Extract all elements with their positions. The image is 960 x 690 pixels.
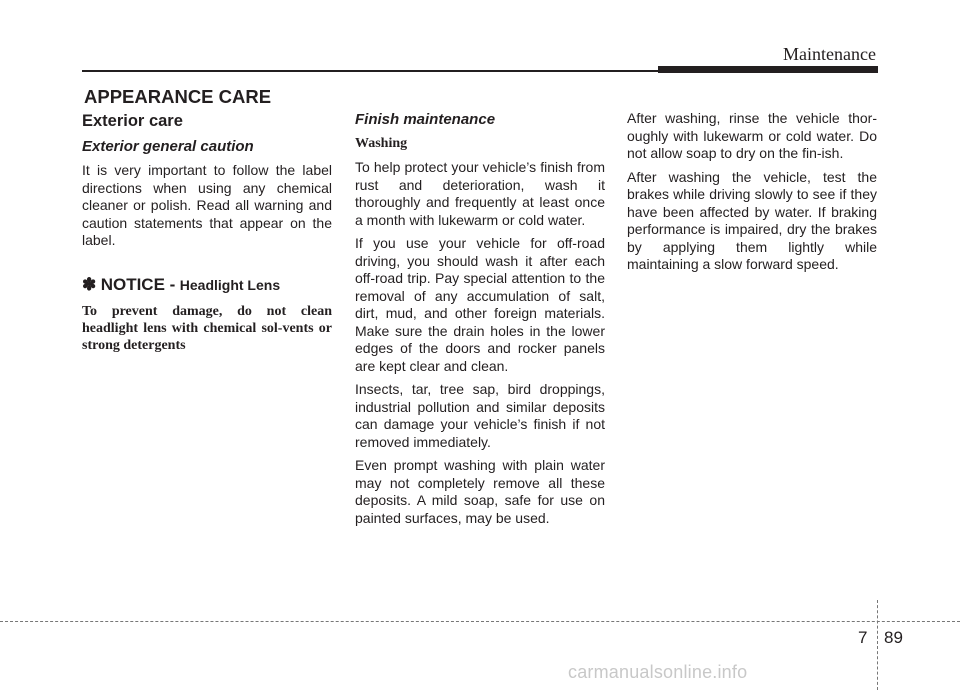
notice-label: NOTICE - [100,274,176,294]
column-3 [627,110,877,280]
header-rule-accent [658,66,878,73]
notice-body: To prevent damage, do not clean headlight lens with chemical sol-vents or strong detergents [82,303,332,353]
subheading-washing: Washing [355,136,408,151]
notice-title: Headlight Lens [179,276,281,293]
paragraph: It is very important to follow the label directions when using any chemical cleaner or polish. Read all warning and caution statements that appear on the label. [82,162,332,248]
chapter-number: 7 [858,628,868,647]
section-title: APPEARANCE CARE [84,86,272,107]
running-header: Maintenance [783,44,876,64]
heading-finish-maintenance: Finish maintenance [355,111,496,128]
paragraph: Even prompt washing with plain water may not completely remove all these deposits. A mild soap, safe for use on painted surfaces, may be used. [355,457,605,526]
notice-icon: ✽ [82,274,97,294]
paragraph: If you use your vehicle for off-road driving, you should wash it after each off-road trip. Pay special attention to the removal of any accumulation of salt, dirt, mud, and other foreign materials. Make sure the drain holes in the lower edges of the doors and rocker panels are kept clear and clean. [355,235,605,374]
column-1 [82,110,332,354]
notice-heading [82,274,332,297]
paragraph: To help protect your vehicle’s finish from rust and deterioration, wash it thoroughly and frequently at least once a month with lukewarm or cold water. [355,159,605,228]
column-2 [355,110,605,533]
footer-divider [877,600,878,690]
heading-exterior-care: Exterior care [82,112,183,130]
paragraph: After washing the vehicle, test the brakes while driving slowly to see if they have been affected by water. If braking performance is impaired, dry the brakes by applying them lightly while maintaining a slow forward speed. [627,168,877,272]
watermark: carmanualsonline.info [568,662,748,682]
paragraph: Insects, tar, tree sap, bird droppings, industrial pollution and similar deposits can damage your vehicle’s finish if not removed immediately. [355,381,605,450]
footer-rule [0,621,960,622]
subheading-exterior-caution: Exterior general caution [82,138,254,155]
paragraph: After washing, rinse the vehicle thor-oughly with lukewarm or cold water. Do not allow soap to dry on the fin-ish. [627,110,877,161]
page-number: 89 [884,628,903,647]
